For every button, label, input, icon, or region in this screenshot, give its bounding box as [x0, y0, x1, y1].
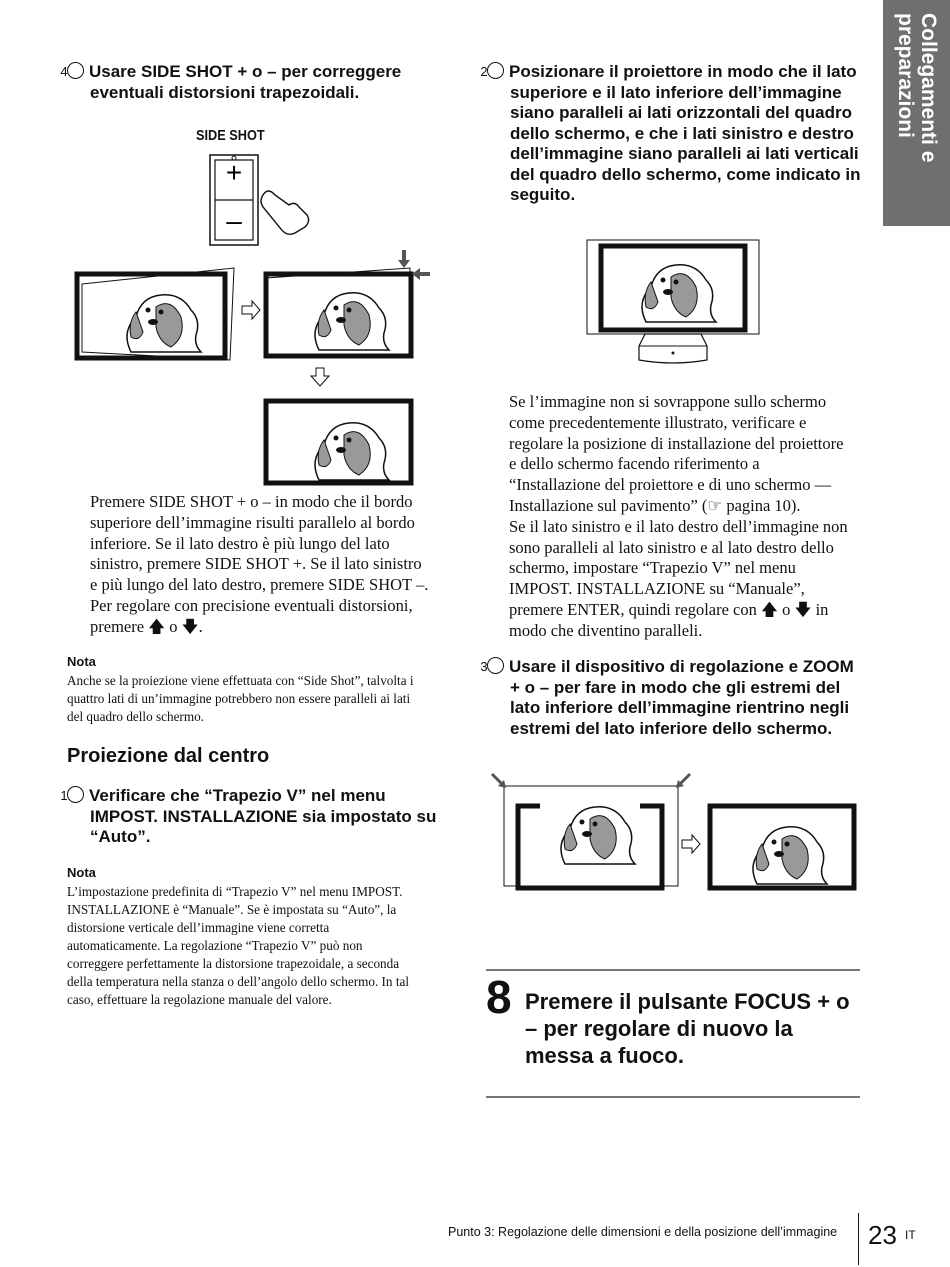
- step-2-heading: 2 Posizionare il proiettore in modo che il lato superiore e il lato inferiore dell’immagine siano paralleli ai lati orizzontali del quadro dello schermo, e che i lati sinistro e destro dell’immagine siano paralleli ai lati verticali del quadro dello schermo, come indicato in seguito.: [480, 62, 861, 204]
- up-arrow-icon: 🡅: [148, 616, 166, 636]
- projector-screen-illustration: [585, 238, 765, 368]
- note-2-title: Nota: [67, 865, 96, 880]
- down-arrow-icon: 🡇: [794, 599, 812, 619]
- zoom-adjust-illustration: [486, 768, 858, 896]
- step-number: 3: [487, 657, 504, 674]
- keystone-correction-illustration: [72, 248, 442, 488]
- step-number: 2: [487, 62, 504, 79]
- hand-icon: [261, 191, 309, 234]
- note-2-text: L’impostazione predefinita di “Trapezio V” nel menu IMPOST. INSTALLAZIONE è “Manuale”. Se è impostata su “Auto”, la distorsione verticale dell’immagine viene corretta automaticamente. La regolazione “Trapezio V” può non correggere perfettamente la distorsione trapezoidale, a seconda della temperatura nella stanza o dell’angolo dello schermo. In tal caso, effettuare la regolazione manuale del valore.: [67, 884, 410, 1007]
- page-reference-icon: ☞: [707, 495, 723, 515]
- step-1-heading: 1 Verificare che “Trapezio V” nel menu IMPOST. INSTALLAZIONE sia impostato su “Auto”.: [60, 786, 437, 846]
- minus-symbol: –: [226, 205, 242, 236]
- step-number: 1: [67, 786, 84, 803]
- note-1-text: Anche se la proiezione viene effettuata con “Side Shot”, talvolta i quattro lati di un’immagine potrebbero non essere paralleli ai lati del quadro dello schermo.: [67, 673, 414, 724]
- step-4-heading: 4 Usare SIDE SHOT + o – per correggere eventuali distorsioni trapezoidali.: [60, 62, 402, 102]
- side-shot-remote-illustration: [205, 150, 325, 250]
- footer-divider: [858, 1213, 859, 1265]
- page-language: IT: [905, 1228, 916, 1242]
- side-shot-instructions: Premere SIDE SHOT + o – in modo che il bordo superiore dell’immagine risulti parallelo al bordo inferiore. Se il lato destro è più lungo del lato sinistro, premere SIDE SHOT +. Se il lato sinistro e più lungo del lato destro, premere SIDE SHOT –. Per regolare con precisione eventuali distorsioni, premere 🡅 o 🡇.: [90, 492, 429, 636]
- section-title: Proiezione dal centro: [67, 745, 270, 767]
- down-arrow-icon: 🡇: [181, 616, 199, 636]
- installation-check-text: Se l’immagine non si sovrappone sullo schermo come precedentemente illustrato, verificare e regolare la posizione di installazione del proiettore e dello schermo facendo riferimento a “Installazione del proiettore e di uno schermo — Installazione sul pavimento” (☞ pagina 10). Se il lato sinistro e il lato destro dell’immagine non sono paralleli al lato sinistro e al lato destro dello schermo, impostare “Trapezio V” nel menu IMPOST. INSTALLAZIONE su “Manuale”, premere ENTER, quindi regolare con 🡅 o 🡇 in modo che diventino paralleli.: [509, 392, 848, 640]
- remote-label: SIDE SHOT: [196, 127, 265, 144]
- step-8-heading: Premere il pulsante FOCUS + o – per regolare di nuovo la messa a fuoco.: [525, 989, 850, 1068]
- note-1-title: Nota: [67, 654, 96, 669]
- footer-text: Punto 3: Regolazione delle dimensioni e della posizione dell’immagine: [448, 1225, 838, 1239]
- section-tab-label: Collegamenti e preparazioni: [893, 13, 940, 163]
- step-8-number: 8: [486, 971, 512, 1023]
- plus-symbol: +: [225, 157, 243, 188]
- divider-top: [486, 969, 860, 971]
- section-side-tab: [883, 0, 950, 226]
- page-number: 23: [868, 1220, 897, 1250]
- step-number: 4: [67, 62, 84, 79]
- up-arrow-icon: 🡅: [761, 599, 778, 619]
- step-3-heading: 3 Usare il dispositivo di regolazione e ZOOM + o – per fare in modo che gli estremi del lato inferiore dell’immagine rientrino negli estremi del lato inferiore dello schermo.: [480, 657, 854, 738]
- divider-bottom: [486, 1096, 860, 1098]
